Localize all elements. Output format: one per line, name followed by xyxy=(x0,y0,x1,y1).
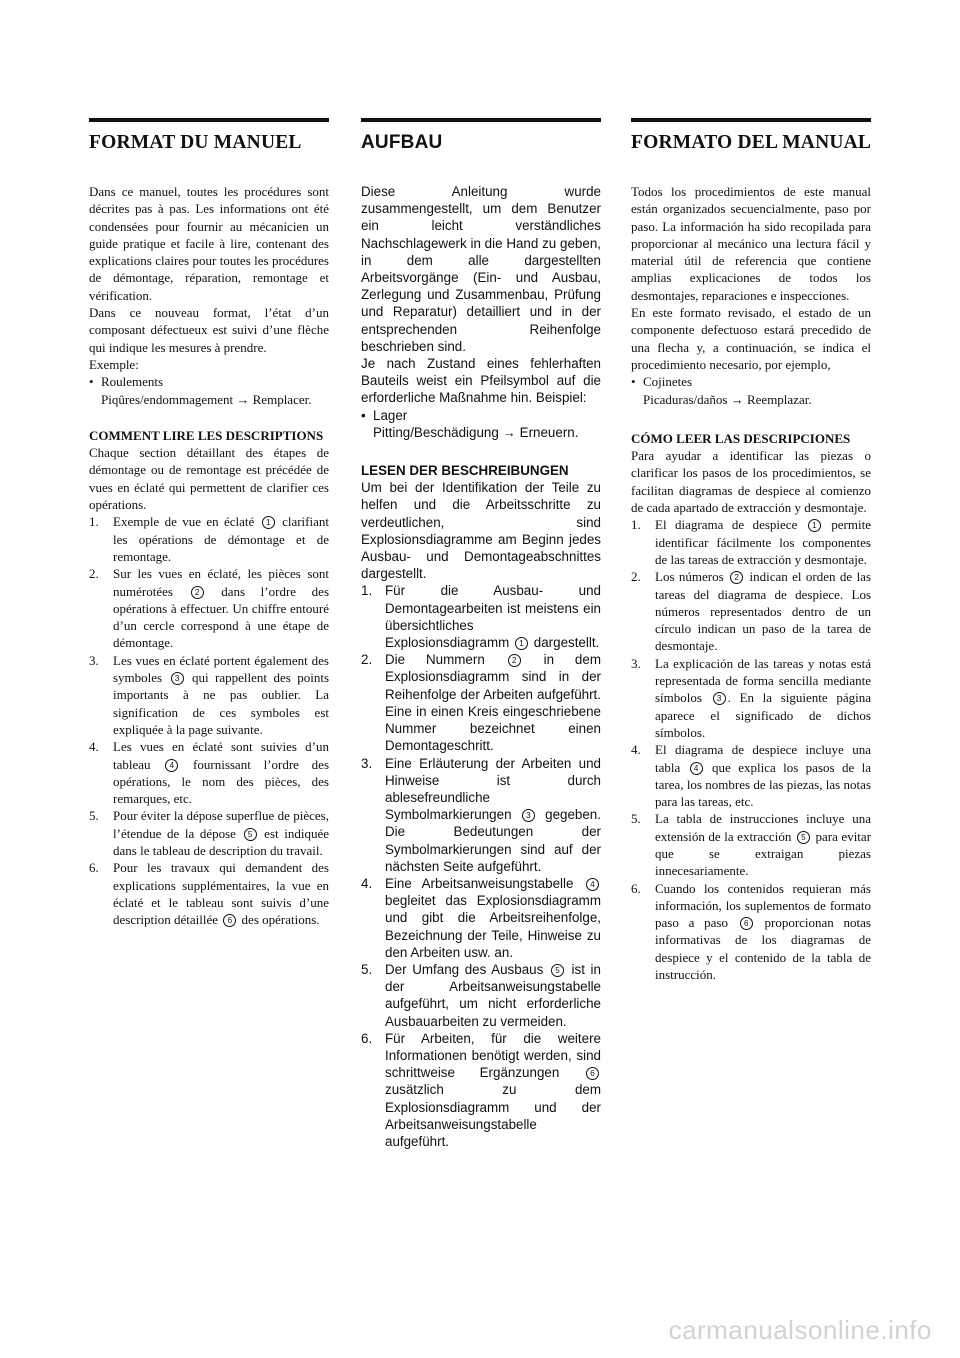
step-text xyxy=(385,1030,601,1150)
step-number: 2. xyxy=(89,566,99,582)
circled-number-icon: 6 xyxy=(586,1067,599,1080)
step-text xyxy=(655,810,871,879)
step-text xyxy=(655,516,871,568)
step-number: 1. xyxy=(361,583,373,599)
column-body xyxy=(631,183,871,983)
step-item xyxy=(361,651,601,754)
step-text xyxy=(655,655,871,741)
steps-list xyxy=(631,516,871,983)
column-german xyxy=(361,118,601,1150)
step-item xyxy=(631,516,871,568)
step-text xyxy=(385,651,601,754)
step-text-after: est indiquée dans le tableau de description du travail. xyxy=(113,825,329,858)
step-item xyxy=(361,755,601,875)
step-item xyxy=(89,859,329,928)
step-item xyxy=(89,513,329,565)
intro-paragraph: Dans ce manuel, toutes les procédures sont décrites pas à pas. Les informations ont été condensées pour fournir au mécanicien un guide pratique et facile à lire, contenant des explications claires pour toutes les procédures de démontage, réparation, remontage et vérification. xyxy=(89,184,329,303)
heading-rule xyxy=(361,118,601,122)
heading-rule xyxy=(89,118,329,122)
step-text-after: permite identificar fácilmente los componentes de las tareas de extracción y desmontaje. xyxy=(655,517,871,567)
steps-list xyxy=(361,582,601,1150)
section-title: FORMAT DU MANUEL xyxy=(89,132,302,153)
heading-rule xyxy=(631,118,871,122)
step-text-after: proporcionan notas informativas de los diagramas de despiece y el contenido de la tabla de instrucción. xyxy=(655,915,871,983)
step-text xyxy=(113,859,329,928)
step-text-after: begleitet das Explosionsdiagramm und gibt die Arbeitsreihenfolge, Bezeichnung der Teile, Hinweise zu den Arbeiten usw. an. xyxy=(385,893,601,960)
subsection-title: CÓMO LEER LAS DESCRIPCIONES xyxy=(631,430,851,446)
circled-number-icon: 4 xyxy=(586,878,599,891)
step-text-before: Los números xyxy=(655,569,724,585)
bullet-title: Cojinetes xyxy=(643,374,693,390)
steps-list xyxy=(89,513,329,928)
step-text-before: Pour les travaux qui demandent des explications supplémentaires, la vue en éclaté et le tableau sont suivis d’une description détaillée xyxy=(113,860,329,928)
step-item xyxy=(631,568,871,654)
circled-number-icon: 4 xyxy=(690,762,703,775)
step-text xyxy=(113,738,329,807)
bullet-title: Roulements xyxy=(101,374,164,390)
step-item xyxy=(89,565,329,651)
step-text-before: Les vues en éclaté portent également des symboles xyxy=(113,652,329,686)
step-text-before: Die Nummern xyxy=(385,652,485,668)
circled-number-icon: 2 xyxy=(730,571,743,584)
circled-number-icon: 3 xyxy=(522,809,535,822)
column-french xyxy=(89,118,329,928)
step-text xyxy=(655,568,871,654)
step-text-after: qui rappellent des points importants à ne pas oublier. La signification de ces symboles est expliquée à la page suivante. xyxy=(113,670,330,737)
step-text-after: gegeben. Die Bedeutungen der Symbolmarkierungen sind auf der nächsten Seite aufgeführt. xyxy=(385,807,601,874)
section-title: AUFBAU xyxy=(361,132,443,153)
step-text-after: fournissant l’ordre des opérations, le nom des pièces, des remarques, etc. xyxy=(113,756,330,807)
step-text-after: dans l’ordre des opérations à effectuer. Un chiffre entouré d’un cercle correspond à une étape de démontage. xyxy=(113,583,330,651)
step-item xyxy=(89,652,329,738)
step-number: 4. xyxy=(89,739,99,755)
step-text-before: Pour éviter la dépose superflue de pièces, l’étendue de la dépose xyxy=(113,808,329,841)
example-bullet xyxy=(361,407,601,441)
example-bullet xyxy=(631,373,871,408)
step-item xyxy=(89,807,329,859)
step-item xyxy=(361,582,601,651)
step-text-before: Der Umfang des Ausbaus xyxy=(385,961,544,977)
step-text-after: des opérations. xyxy=(241,912,320,928)
step-text-after: ist in der Arbeitsanweisungstabelle aufgeführt, um nicht erforderliche Ausbauarbeiten zu vermeiden. xyxy=(385,961,601,1029)
bullet-text: Pitting/Beschädigung → Erneuern. xyxy=(373,424,579,440)
step-number: 5. xyxy=(631,811,641,827)
step-text-after: in dem Explosionsdiagramm sind in der Reihenfolge der Arbeiten aufgeführt. Eine in einen Kreis eingeschriebene Nummer bezeichnet einen Demontageschritt. xyxy=(385,652,601,754)
step-text-before: El diagrama de despiece xyxy=(655,517,798,533)
step-text xyxy=(385,582,601,651)
step-number: 1. xyxy=(631,517,641,533)
step-text-before: Sur les vues en éclaté, les pièces sont numérotées xyxy=(113,566,329,599)
example-label: Exemple: xyxy=(89,356,139,372)
step-text-after: clarifiant les opérations de démontage et de remontage. xyxy=(113,514,329,564)
watermark-text: carmanualsonline.info xyxy=(668,1315,932,1345)
example-bullet xyxy=(89,373,329,408)
step-text-after: dargestellt. xyxy=(533,635,600,651)
step-text-after: zusätzlich zu dem Explosionsdiagramm und der Arbeitsanweisungstabelle aufgeführt. xyxy=(385,1082,601,1149)
section-title: FORMATO DEL MANUAL xyxy=(631,132,872,153)
step-item xyxy=(631,880,871,984)
step-number: 6. xyxy=(631,880,641,896)
circled-number-icon: 4 xyxy=(165,759,178,772)
step-item xyxy=(631,655,871,741)
intro-paragraph: Todos los procedimientos de este manual están organizados secuencialmente, paso por paso. La información ha sido recopilada para proporcionar al mecánico una lectura fácil y material útil de referencia que contiene amplias explicaciones de todos los desmontajes, reparaciones e inspecciones. xyxy=(631,184,871,303)
step-text-before: La explicación de las tareas y notas está representada de forma sencilla mediante símbolos xyxy=(655,655,871,706)
bullet-text: Piqûres/endommagement → Remplacer. xyxy=(101,391,312,407)
step-text xyxy=(655,880,871,984)
circled-number-icon: 5 xyxy=(244,828,257,841)
step-number: 2. xyxy=(361,652,373,668)
step-number: 4. xyxy=(631,742,641,758)
step-item xyxy=(89,738,329,807)
step-number: 6. xyxy=(89,860,99,876)
bullet-mark: • xyxy=(361,407,366,423)
column-body xyxy=(361,183,601,1150)
column-body xyxy=(89,183,329,928)
circled-number-icon: 1 xyxy=(262,516,275,529)
column-spanish xyxy=(631,118,871,983)
step-text-after: . En la siguiente página aparece el significado de dichos símbolos. xyxy=(655,690,871,740)
intro-paragraph: Diese Anleitung wurde zusammengestellt, um dem Benutzer ein leicht verständliches Nachschlagewerk in die Hand zu geben, in dem alle dargestellten Arbeitsvorgänge (Ein- und Ausbau, Zerlegung und Zusammenbau, Prüfung und Reparatur) detailliert und in der entsprechenden Reihenfolge beschrieben sind. xyxy=(361,184,601,354)
step-text-before: Les vues en éclaté sont suivies d’un tableau xyxy=(113,739,329,772)
circled-number-icon: 5 xyxy=(797,831,810,844)
intro-paragraph-2: Dans ce nouveau format, l’état d’un composant défectueux est suivi d’une flèche qui indique les mesures à prendre. xyxy=(89,305,329,355)
intro-paragraph-2: En este formato revisado, el estado de un componente defectuoso estará precedido de una flecha y, a continuación, se indica el procedimiento necesario, por ejemplo, xyxy=(631,305,871,372)
step-number: 2. xyxy=(631,569,641,585)
step-text xyxy=(385,755,601,875)
circled-number-icon: 3 xyxy=(171,672,184,685)
bullet-text: Picaduras/daños → Reemplazar. xyxy=(643,391,812,407)
bullet-mark: • xyxy=(89,374,94,390)
subsection-title: LESEN DER BESCHREIBUNGEN xyxy=(361,463,569,479)
step-text xyxy=(385,961,601,1030)
step-text xyxy=(113,807,329,859)
step-text-after: indican el orden de las tareas del diagrama de despiece. Los números representados dentro de un círculo indican un paso de la tarea de desmontaje. xyxy=(655,569,872,654)
step-number: 6. xyxy=(361,1030,373,1046)
step-text xyxy=(385,875,601,961)
intro-paragraph-2: Je nach Zustand eines fehlerhaften Bauteils weist ein Pfeilsymbol auf die erforderliche Maßnahme hin. Beispiel: xyxy=(361,356,601,406)
step-text xyxy=(655,741,871,810)
step-number: 4. xyxy=(361,875,373,891)
step-number: 1. xyxy=(89,514,99,530)
step-text-before: Für Arbeiten, für die weitere Informationen benötigt werden, sind schrittweise Ergänzungen xyxy=(385,1030,601,1081)
subsection-title: COMMENT LIRE LES DESCRIPTIONS xyxy=(89,427,324,443)
step-text-before: Cuando los contenidos requieran más información, los suplementos de formato paso a paso xyxy=(655,880,871,931)
step-text xyxy=(113,652,329,738)
step-item xyxy=(361,1030,601,1150)
step-item xyxy=(631,741,871,810)
step-item xyxy=(631,810,871,879)
description-paragraph: Um bei der Identifikation der Teile zu helfen und die Arbeitsschritte zu verdeutlichen, sind Explosionsdiagramme am Beginn jedes Ausbau- und Demontageabschnittes dargestellt. xyxy=(361,480,601,582)
step-number: 5. xyxy=(89,808,99,824)
step-text-before: El diagrama de despiece incluye una tabla xyxy=(655,742,871,775)
step-text xyxy=(113,565,329,651)
description-paragraph: Chaque section détaillant des étapes de démontage ou de remontage est précédée de vues en éclaté qui permettent de clarifier ces opérations. xyxy=(89,445,329,513)
step-number: 5. xyxy=(361,961,373,977)
circled-number-icon: 3 xyxy=(713,692,726,705)
step-text-after: para evitar que se extraigan piezas innecesariamente. xyxy=(655,828,872,879)
step-text-before: Eine Erläuterung der Arbeiten und Hinweise ist durch ablesefreundliche Symbolmarkierungen xyxy=(385,755,601,823)
bullet-title: Lager xyxy=(373,407,408,423)
step-item xyxy=(361,875,601,961)
circled-number-icon: 6 xyxy=(223,914,236,927)
step-number: 3. xyxy=(361,755,373,771)
step-number: 3. xyxy=(631,655,641,671)
bullet-mark: • xyxy=(631,374,636,390)
step-text-before: Eine Arbeitsanweisungstabelle xyxy=(385,875,574,891)
step-text xyxy=(113,513,329,565)
step-text-before: Für die Ausbau- und Demontagearbeiten ist meistens ein übersichtliches Explosionsdiagramm xyxy=(385,583,601,651)
circled-number-icon: 2 xyxy=(508,654,521,667)
circled-number-icon: 1 xyxy=(808,519,821,532)
circled-number-icon: 1 xyxy=(515,637,528,650)
description-paragraph: Para ayudar a identificar las piezas o clarificar los pasos de los procedimientos, se facilitan diagramas de despiece al comienzo de cada apartado de extracción y desmontaje. xyxy=(631,448,871,516)
circled-number-icon: 5 xyxy=(551,964,564,977)
step-text-after: que explica los pasos de la tarea, los nombres de las piezas, las notas para las tareas, etc. xyxy=(655,759,872,810)
circled-number-icon: 6 xyxy=(740,917,753,930)
step-item xyxy=(361,961,601,1030)
circled-number-icon: 2 xyxy=(191,586,204,599)
step-text-before: La tabla de instrucciones incluye una extensión de la extracción xyxy=(655,811,871,844)
step-number: 3. xyxy=(89,652,99,668)
step-text-before: Exemple de vue en éclaté xyxy=(113,514,255,530)
